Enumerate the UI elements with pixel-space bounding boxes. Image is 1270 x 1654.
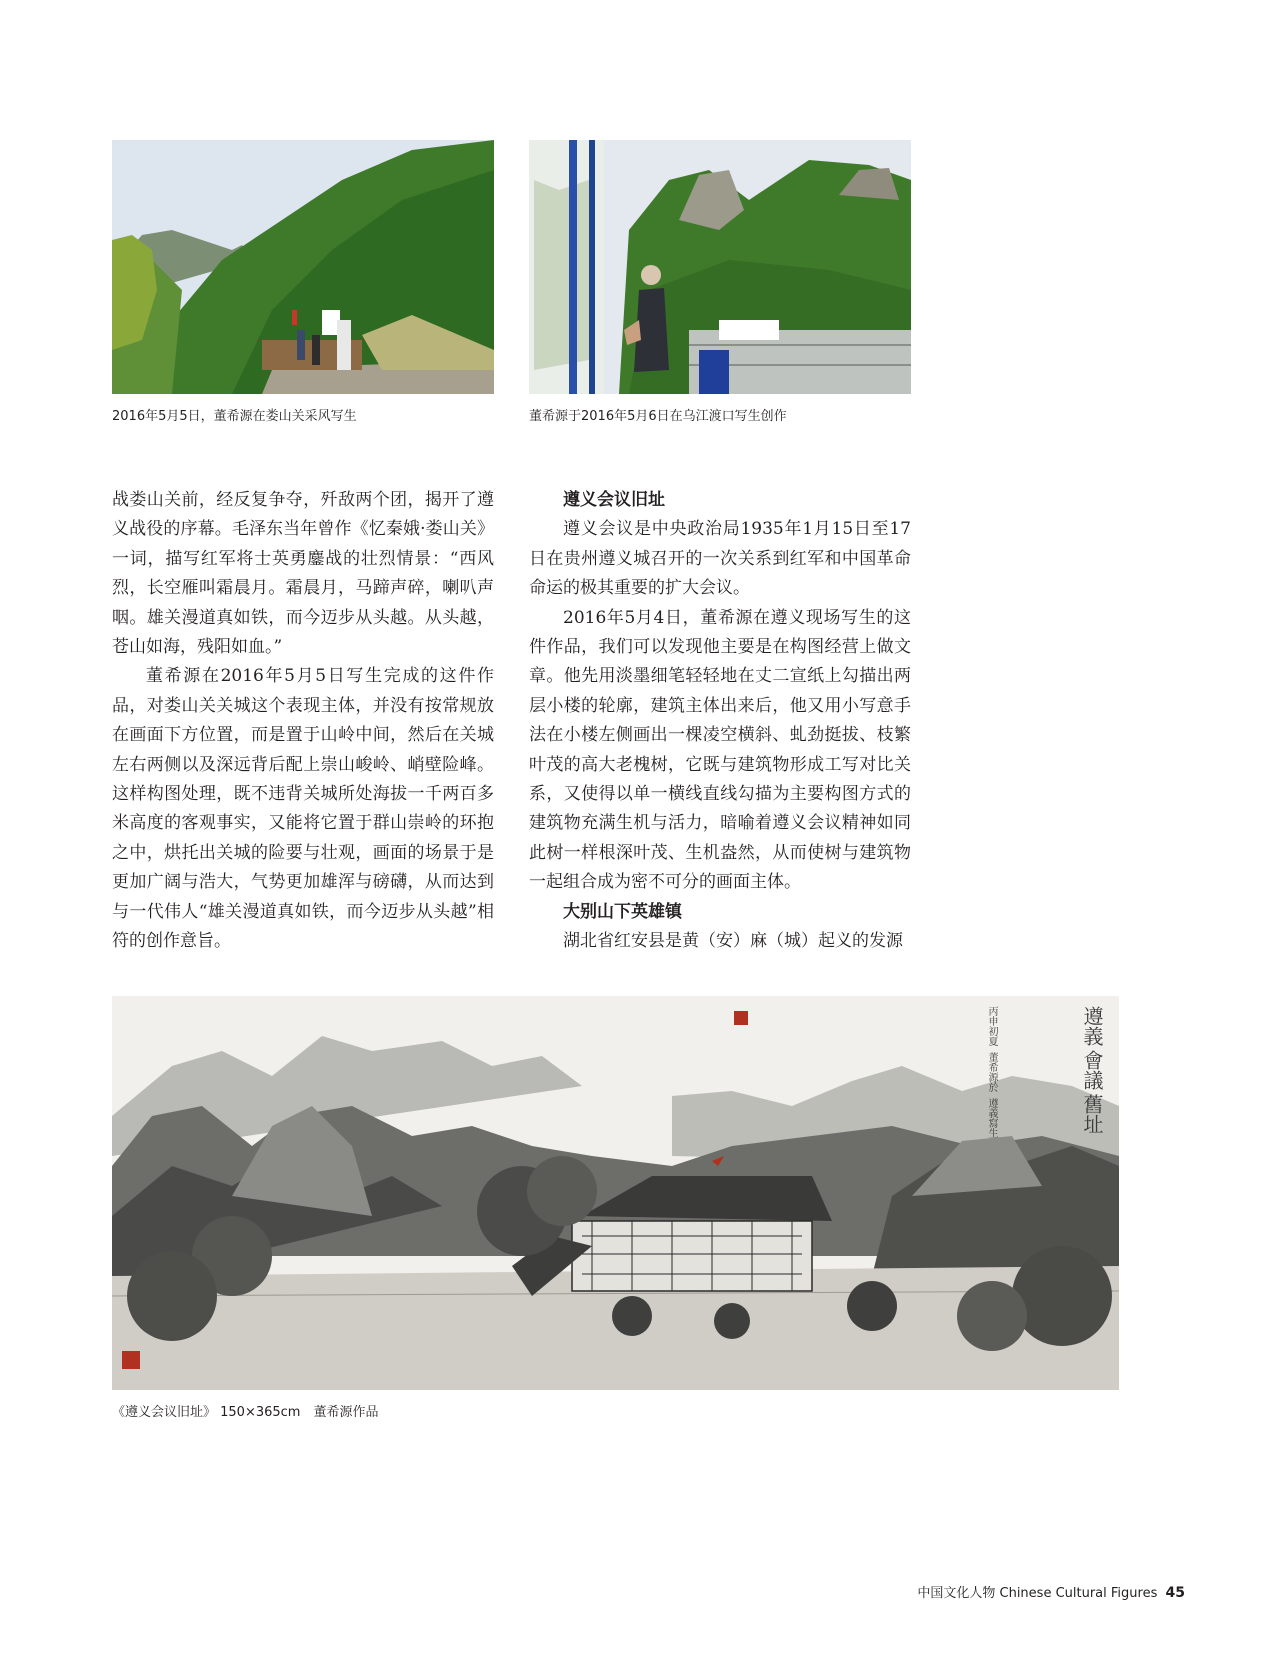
ink-landscape-painting [112,996,1119,1390]
painting-caption: 《遵义会议旧址》 150×365cm 董希源作品 [112,1405,379,1420]
inscription-line: 丙申初夏 [986,1006,997,1046]
left-column-text [112,486,494,957]
photo-loushanguan [112,140,494,394]
photo-caption-2: 董希源于2016年5月6日在乌江渡口写生创作 [529,409,787,424]
magazine-name: 中国文化人物 Chinese Cultural Figures [917,1586,1158,1601]
inscription-title-1: 遵義 [1080,1006,1104,1046]
painting-zunyi-site [112,996,1119,1390]
right-column-text [529,486,911,957]
page-footer [917,1582,1185,1601]
paragraph: 2016年5月4日，董希源在遵义现场写生的这件作品，我们可以发现他主要是在构图经营上做文章。他先用淡墨细笔轻轻地在丈二宣纸上勾描出两层小楼的轮廓，建筑主体出来后，他又用小写意手法在小楼左侧画出一棵凌空横斜、虬劲挺拔、枝繁叶茂的高大老槐树，它既与建筑物形成工写对比关系，又使得以单一横线直线勾描为主要构图方式的建筑物充满生机与活力，暗喻着遵义会议精神如同此树一样根深叶茂、生机盎然，从而使树与建筑物一起组合成为密不可分的画面主体。 [529,607,911,893]
seal-stamp-icon [122,1351,140,1369]
page-number: 45 [1165,1585,1185,1601]
photo-wujiang [529,140,911,394]
section-heading-zunyi: 遵义会议旧址 [563,490,665,510]
painting-poem-inscription [984,1006,999,1138]
seal-stamp-icon [734,1011,748,1025]
inscription-line: 董希源於 [986,1052,997,1092]
inscription-title-2: 會議 [1080,1050,1104,1090]
inscription-line: 遵義寫生 [986,1098,997,1138]
paragraph: 遵义会议是中央政治局1935年1月15日至17日在贵州遵义城召开的一次关系到红军和中国革命命运的极其重要的扩大会议。 [529,519,911,599]
photo-caption-1: 2016年5月5日，董希源在娄山关采风写生 [112,409,357,424]
painting-title-inscription [1078,1006,1107,1134]
paragraph: 战娄山关前，经反复争夺，歼敌两个团，揭开了遵义战役的序幕。毛泽东当年曾作《忆秦娥·娄山关》一词，描写红军将士英勇鏖战的壮烈情景：“西风烈，长空雁叫霜晨月。霜晨月，马蹄声碎，喇叭声咽。雄关漫道真如铁，而今迈步从头越。从头越，苍山如海，残阳如血。” [112,490,494,658]
paragraph: 湖北省红安县是黄（安）麻（城）起义的发源 [563,931,903,952]
section-heading-dabieshan: 大别山下英雄镇 [563,901,682,922]
mountain-pass-sketching-photo [112,140,494,394]
wujiang-ferry-painting-photo [529,140,911,394]
inscription-title-3: 舊址 [1080,1094,1104,1134]
paragraph: 董希源在2016年5月5日写生完成的这件作品，对娄山关关城这个表现主体，并没有按常规放在画面下方位置，而是置于山岭中间，然后在关城左右两侧以及深远背后配上崇山峻岭、峭壁险峰。这样构图处理，既不违背关城所处海拔一千两百多米高度的客观事实，又能将它置于群山崇岭的环抱之中，烘托出关城的险要与壮观，画面的场景于是更加广阔与浩大，气势更加雄浑与磅礴，从而达到与一代伟人“雄关漫道真如铁，而今迈步从头越”相符的创作意旨。 [112,666,494,952]
